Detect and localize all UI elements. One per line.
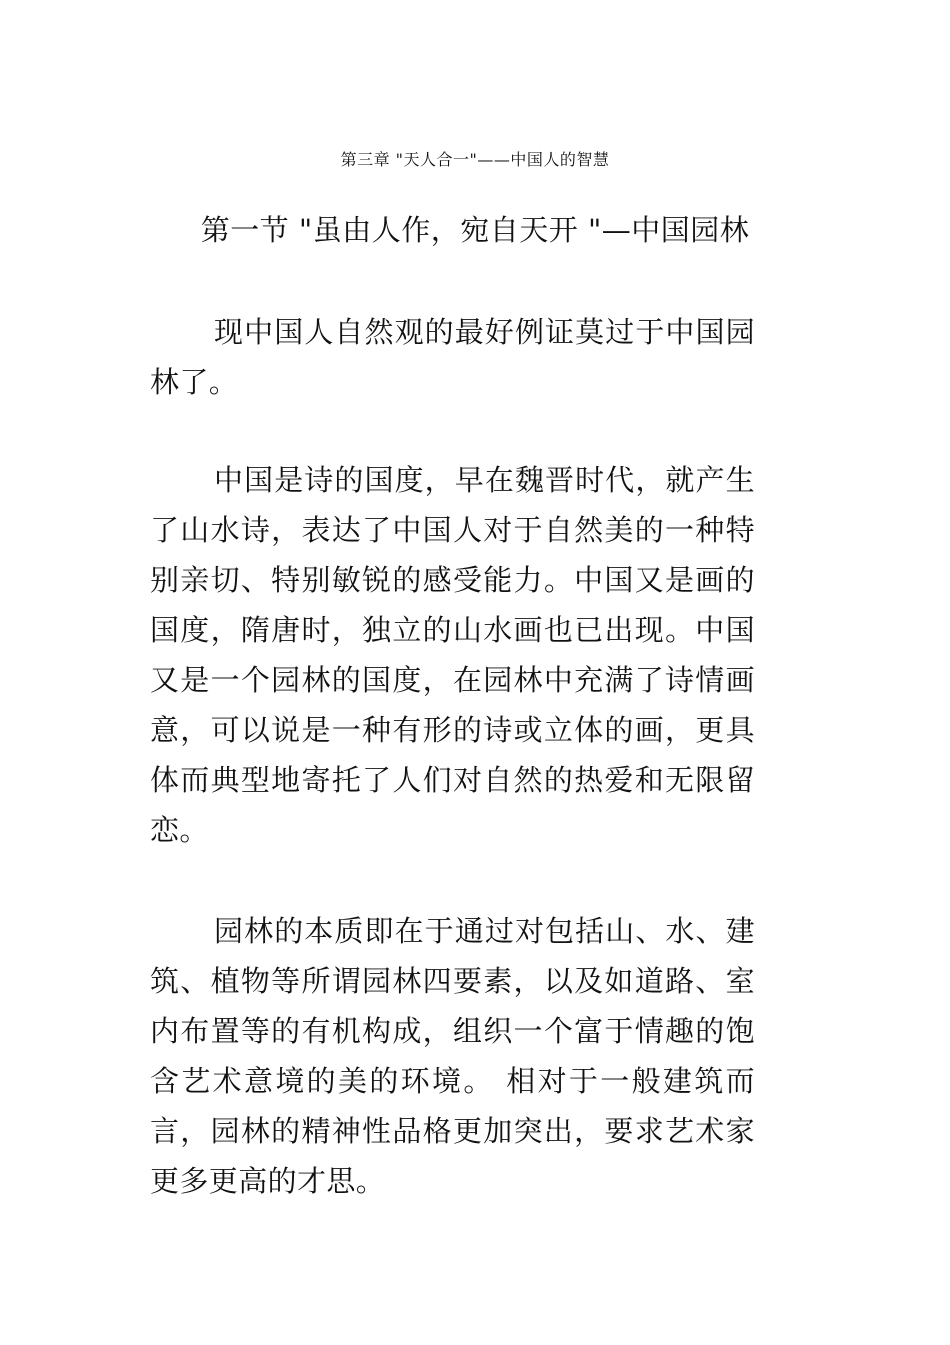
paragraph-3: 园林的本质即在于通过对包括山、水、建筑、植物等所谓园林四要素，以及如道路、室内布置等的有机构成，组织一个富于情趣的饱含艺术意境的美的环境。 相对于一般建筑而言，园林的精神性品格更加突出，要求艺术家更多更高的才思。 <box>150 914 755 1198</box>
paragraph-block <box>150 455 755 855</box>
chapter-header: 第三章 "天人合一"——中国人的智慧 <box>340 150 610 169</box>
paragraph-block <box>150 906 755 1206</box>
section-title: 第一节 "虽由人作，宛自天开 "—中国园林 <box>200 213 750 247</box>
paragraph-1: 现中国人自然观的最好例证莫过于中国园林了。 <box>150 315 755 399</box>
paragraph-block <box>150 307 755 407</box>
paragraph-2: 中国是诗的国度，早在魏晋时代，就产生了山水诗，表达了中国人对于自然美的一种特别亲切、特别敏锐的感受能力。中国又是画的国度，隋唐时，独立的山水画也已出现。中国又是一个园林的国度，在园林中充满了诗情画意，可以说是一种有形的诗或立体的画，更具体而典型地寄托了人们对自然的热爱和无限留恋。 <box>150 463 755 847</box>
